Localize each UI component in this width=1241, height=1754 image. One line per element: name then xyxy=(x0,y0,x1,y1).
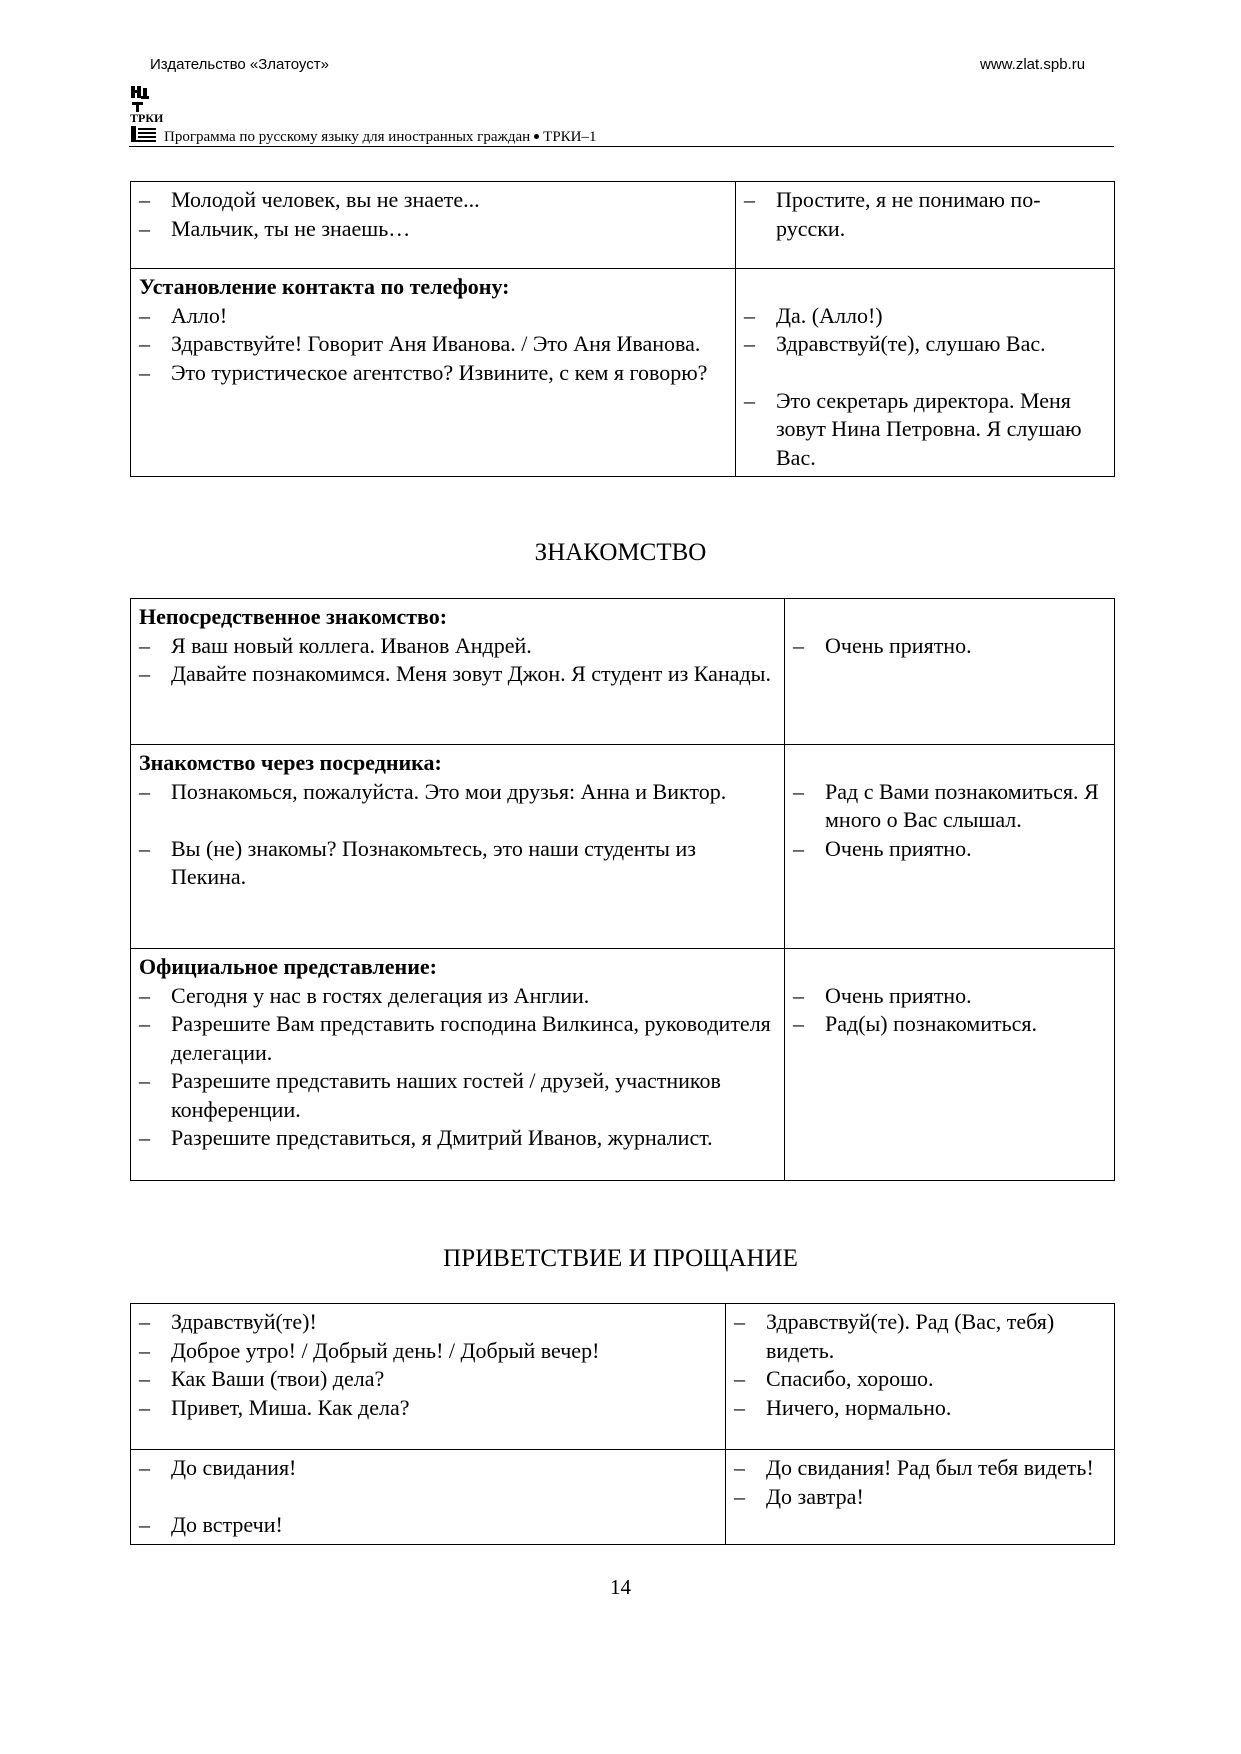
list-item: – Спасибо, хорошо. xyxy=(734,1366,934,1391)
right-cell xyxy=(785,745,1115,949)
list-item: – Ничего, нормально. xyxy=(734,1394,952,1420)
list-item: – Вы (не) знакомы? Познакомьтесь, это наши студенты из Пекина. xyxy=(139,835,696,889)
bullet-icon xyxy=(534,134,539,139)
left-cell xyxy=(131,269,736,477)
publisher-url: www.zlat.spb.ru xyxy=(980,56,1086,73)
list-item: – Простите, я не понимаю по-русски. xyxy=(744,187,1041,241)
page-number: 14 xyxy=(610,1575,631,1599)
list-item: – Я ваш новый коллега. Иванов Андрей. xyxy=(139,632,532,658)
right-cell xyxy=(726,1304,1115,1450)
trki-logo-icon xyxy=(129,84,165,144)
list-item: – До завтра! xyxy=(734,1483,864,1509)
table-row xyxy=(131,949,1115,1181)
list-item: – Здравствуйте! Говорит Аня Иванова. / Это Аня Иванова. xyxy=(139,331,701,356)
greeting-table xyxy=(130,1303,1115,1545)
acquaintance-table xyxy=(130,598,1115,1181)
left-cell xyxy=(131,599,785,745)
list-item: – Это секретарь директора. Меня зовут Нина Петровна. Я слушаю Вас. xyxy=(744,387,1082,470)
section-title-greeting-farewell: ПРИВЕТСТВИЕ И ПРОЩАНИЕ xyxy=(443,1245,798,1272)
list-item: – Разрешите представить наших гостей / друзей, участников конференции. xyxy=(139,1068,721,1122)
list-item: – Разрешите Вам представить господина Вилкинса, руководителя делегации. xyxy=(139,1011,771,1065)
right-cell xyxy=(785,599,1115,745)
list-item: – Это туристическое агентство? Извините, с кем я говорю? xyxy=(139,359,708,385)
list-item: – Алло! xyxy=(139,302,228,328)
table-row xyxy=(131,1304,1115,1450)
table-row xyxy=(131,269,1115,477)
subtitle-level: ТРКИ–1 xyxy=(543,129,597,145)
right-cell xyxy=(736,269,1115,477)
list-item: – Давайте познакомимся. Меня зовут Джон. Я студент из Канады. xyxy=(139,661,771,686)
list-item: – Здравствуй(те)! xyxy=(139,1309,317,1334)
list-item: – Молодой человек, вы не знаете... xyxy=(139,187,480,212)
list-item: – До свидания! Рад был тебя видеть! xyxy=(734,1455,1094,1480)
right-cell xyxy=(736,182,1115,269)
contact-table xyxy=(130,181,1115,477)
list-item: – Сегодня у нас в гостях делегация из Англии. xyxy=(139,982,590,1008)
table-row xyxy=(131,182,1115,269)
table-row xyxy=(131,599,1115,745)
list-item: – Доброе утро! / Добрый день! / Добрый вечер! xyxy=(139,1337,600,1363)
table-row xyxy=(131,745,1115,949)
row-heading: Официальное представление: xyxy=(139,954,437,979)
right-cell xyxy=(726,1450,1115,1545)
list-item: – До свидания! xyxy=(139,1455,297,1480)
right-cell xyxy=(785,949,1115,1181)
list-item: – Рад с Вами познакомиться. Я много о Вас слышал. xyxy=(793,778,1099,832)
left-cell xyxy=(131,1450,726,1545)
list-item: – Как Ваши (твои) дела? xyxy=(139,1366,385,1391)
list-item: – До встречи! xyxy=(139,1512,283,1537)
list-item: – Очень приятно. xyxy=(793,982,972,1008)
left-cell xyxy=(131,1304,726,1450)
publisher-name: Издательство «Златоуст» xyxy=(150,56,329,73)
row-heading: Знакомство через посредника: xyxy=(139,750,442,775)
list-item: – Очень приятно. xyxy=(793,835,972,861)
table-row xyxy=(131,1450,1115,1545)
svg-text:ТРКИ: ТРКИ xyxy=(130,111,164,125)
left-cell xyxy=(131,745,785,949)
header-divider xyxy=(129,146,1114,147)
list-item: – Да. (Алло!) xyxy=(744,302,883,328)
row-heading: Непосредственное знакомство: xyxy=(139,604,448,629)
list-item: – Разрешите представиться, я Дмитрий Иванов, журналист. xyxy=(139,1125,713,1150)
list-item: – Здравствуй(те), слушаю Вас. xyxy=(744,331,1046,356)
subtitle-main: Программа по русскому языку для иностранных граждан xyxy=(164,129,531,145)
section-title-acquaintance: ЗНАКОМСТВО xyxy=(534,539,707,566)
list-item: – Мальчик, ты не знаешь… xyxy=(139,215,411,241)
list-item: – Очень приятно. xyxy=(793,632,972,658)
row-heading: Установление контакта по телефону: xyxy=(139,274,510,299)
left-cell xyxy=(131,949,785,1181)
list-item: – Здравствуй(те). Рад (Вас, тебя) видеть. xyxy=(734,1309,1055,1363)
list-item: – Познакомься, пожалуйста. Это мои друзья: Анна и Виктор. xyxy=(139,778,727,804)
list-item: – Привет, Миша. Как дела? xyxy=(139,1394,410,1420)
list-item: – Рад(ы) познакомиться. xyxy=(793,1011,1038,1036)
left-cell xyxy=(131,182,736,269)
program-subtitle xyxy=(164,129,597,146)
